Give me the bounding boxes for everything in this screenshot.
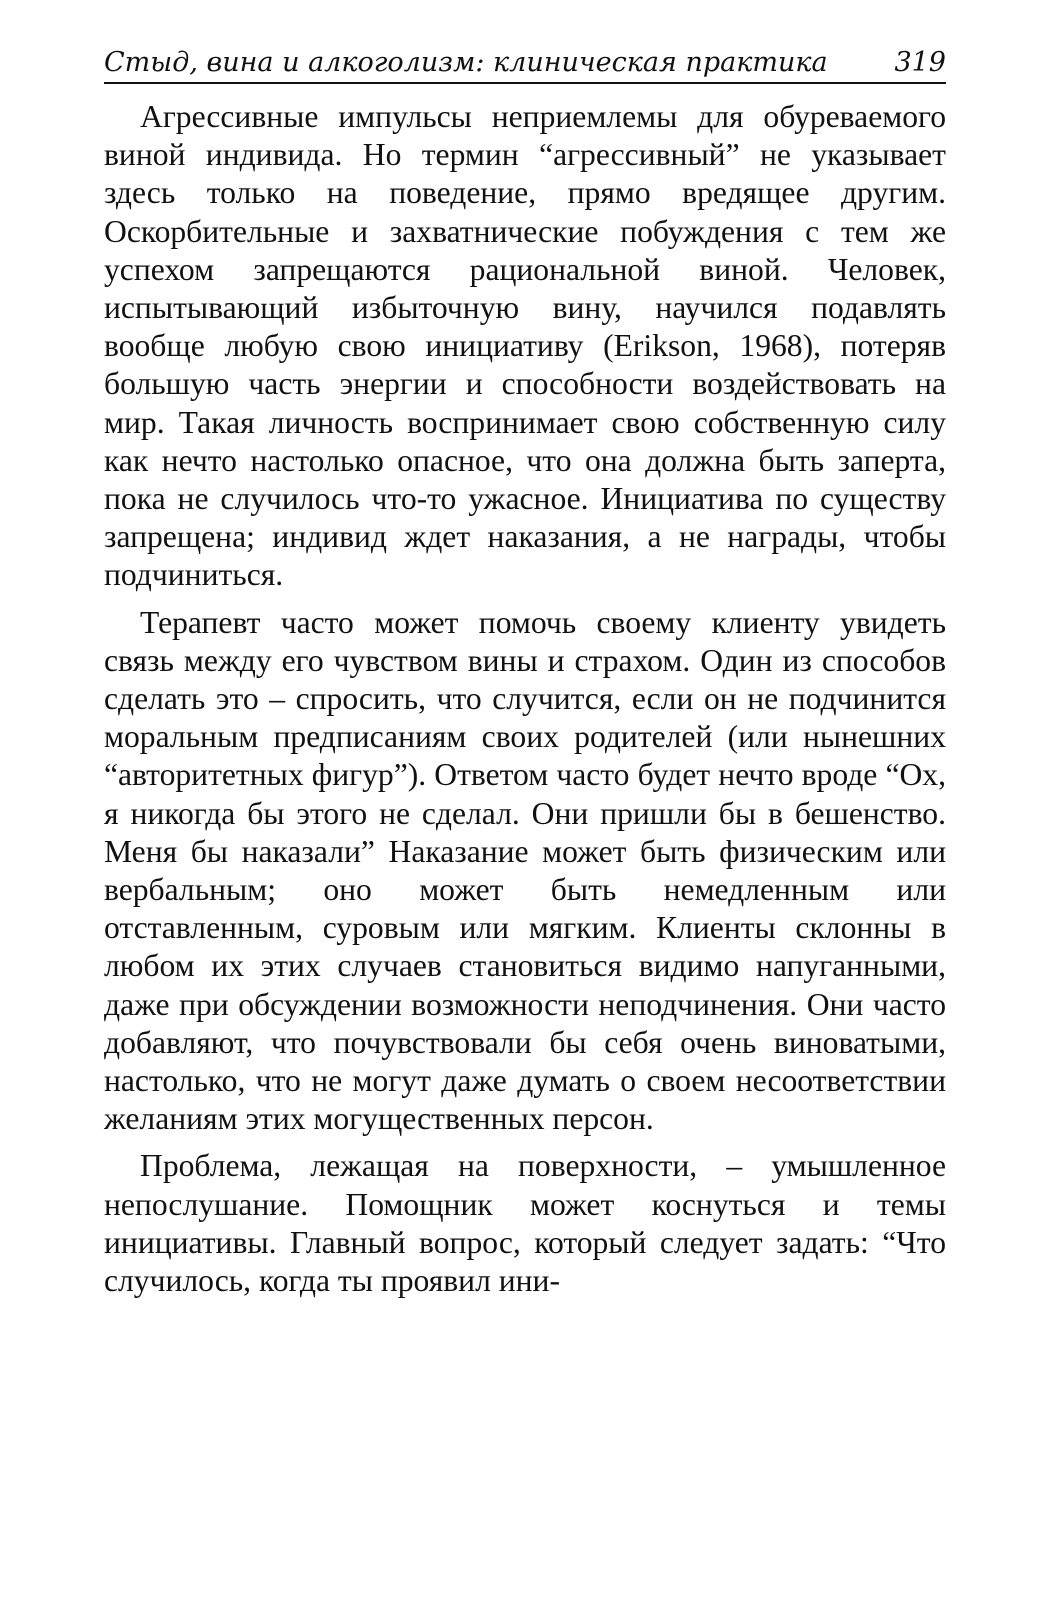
paragraph: Агрессивные импульсы неприемлемы для обуреваемого виной индивида. Но термин “агрессивный” не указывает здесь только на поведение, прямо вредящее другим. Оскорбительные и захватнические побуждения с тем же успехом запрещаются рациональной виной. Человек, испытывающий избыточную вину, научился подавлять вообще любую свою инициативу (Erikson, 1968), потеряв большую часть энергии и способности воздействовать на мир. Такая личность воспринимает свою собственную силу как нечто настолько опасное, что она должна быть заперта, пока не случилось что-то ужасное. Инициатива по существу запрещена; индивид ждет наказания, а не награды, чтобы подчиниться. <box>104 99 946 593</box>
page-number: 319 <box>894 47 946 78</box>
paragraph: Проблема, лежащая на поверхности, – умышленное непослушание. Помощник может коснуться и темы инициативы. Главный вопрос, который следует задать: “Что случилось, когда ты проявил ини- <box>104 1148 946 1299</box>
running-head <box>104 46 946 84</box>
book-page <box>104 46 946 1300</box>
running-title: Стыд, вина и алкоголизм: клиническая практика <box>104 47 828 78</box>
body-text <box>104 98 946 1300</box>
paragraph: Терапевт часто может помочь своему клиенту увидеть связь между его чувством вины и страхом. Один из способов сделать это – спросить, что случится, если он не подчинится моральным предписаниям своих родителей (или нынешних “авторитетных фигур”). Ответом часто будет нечто вроде “Ох, я никогда бы этого не сделал. Они пришли бы в бешенство. Меня бы наказали” Наказание может быть физическим или вербальным; оно может быть немедленным или отставленным, суровым или мягким. Клиенты склонны в любом их этих случаев становиться видимо напуганными, даже при обсуждении возможности неподчинения. Они часто добавляют, что почувствовали бы себя очень виноватыми, настолько, что не могут даже думать о своем несоответствии желаниям этих могущественных персон. <box>104 604 946 1137</box>
